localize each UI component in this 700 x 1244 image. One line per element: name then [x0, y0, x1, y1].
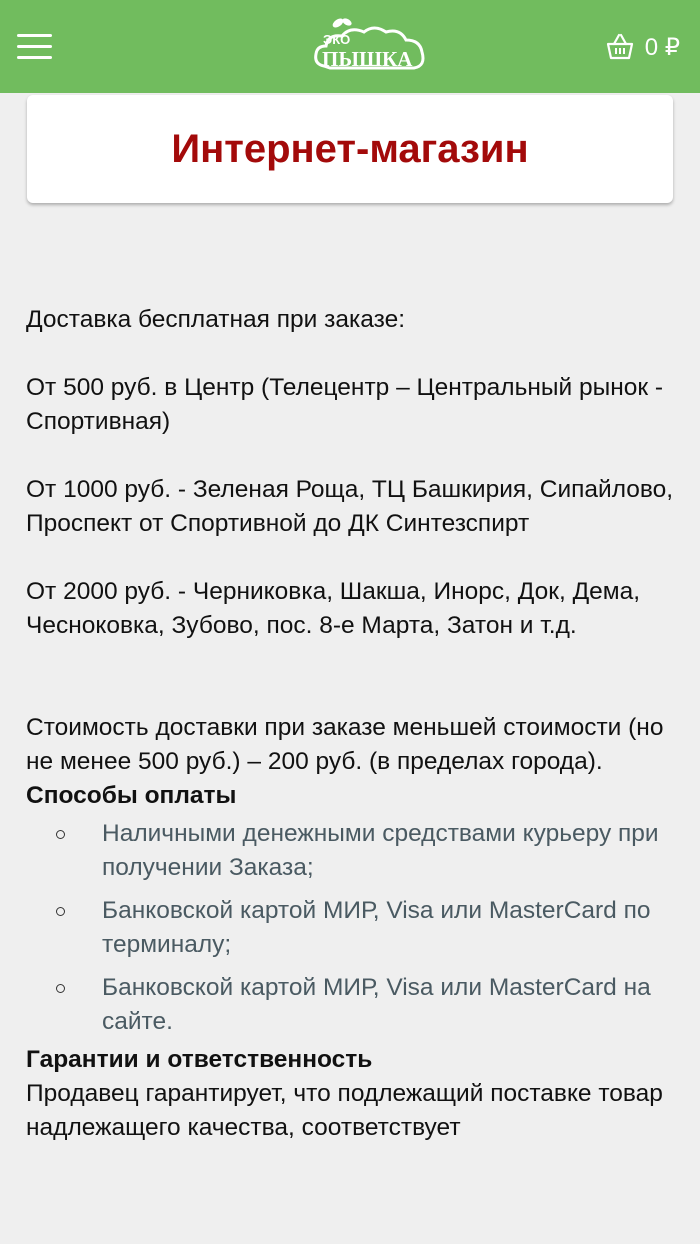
menu-button[interactable]	[17, 34, 52, 60]
logo-main-text: ПЫШКА	[322, 47, 413, 71]
menu-icon-line	[17, 56, 52, 59]
bullet-circle-icon	[56, 907, 65, 916]
payment-methods-list	[26, 817, 678, 1039]
menu-icon-line	[17, 45, 52, 48]
delivery-cost: Стоимость доставки при заказе меньшей стоимости (но не менее 500 руб.) – 200 руб. (в пределах города).	[26, 714, 664, 775]
page-title-card	[27, 95, 673, 203]
top-bar	[0, 0, 700, 93]
logo[interactable]	[310, 14, 430, 76]
guarantees-text: Продавец гарантирует, что подлежащий поставке товар надлежащего качества, соответствует	[26, 1080, 663, 1141]
delivery-intro: Доставка бесплатная при заказе:	[26, 306, 405, 333]
bullet-circle-icon	[56, 830, 65, 839]
main-content	[26, 303, 678, 1145]
payment-method-terminal: Банковской картой МИР, Visa или MasterCard по терминалу;	[102, 897, 651, 958]
bullet-circle-icon	[56, 984, 65, 993]
payment-method-cash: Наличными денежными средствами курьеру при получении Заказа;	[102, 820, 659, 881]
list-item	[26, 894, 678, 962]
page-title: Интернет-магазин	[171, 126, 529, 171]
cart-button[interactable]	[605, 32, 680, 62]
list-item	[26, 971, 678, 1039]
menu-icon	[17, 34, 52, 37]
delivery-tier-1000: От 1000 руб. - Зеленая Роща, ТЦ Башкирия, Сипайлово, Проспект от Спортивной до ДК Синтезспирт	[26, 476, 674, 537]
cart-icon	[605, 33, 635, 61]
delivery-tier-2000: От 2000 руб. - Черниковка, Шакша, Инорс, Док, Дема, Чесноковка, Зубово, пос. 8-е Марта, Затон и т.д.	[26, 578, 641, 639]
guarantees-heading: Гарантии и ответственность	[26, 1046, 373, 1073]
payment-method-online: Банковской картой МИР, Visa или MasterCard на сайте.	[102, 974, 651, 1035]
list-item	[26, 817, 678, 885]
cart-total: 0 ₽	[644, 33, 680, 61]
logo-top-text: ЭКО	[323, 32, 351, 47]
payment-heading: Способы оплаты	[26, 782, 237, 809]
delivery-tier-500: От 500 руб. в Центр (Телецентр – Центральный рынок - Спортивная)	[26, 374, 664, 435]
